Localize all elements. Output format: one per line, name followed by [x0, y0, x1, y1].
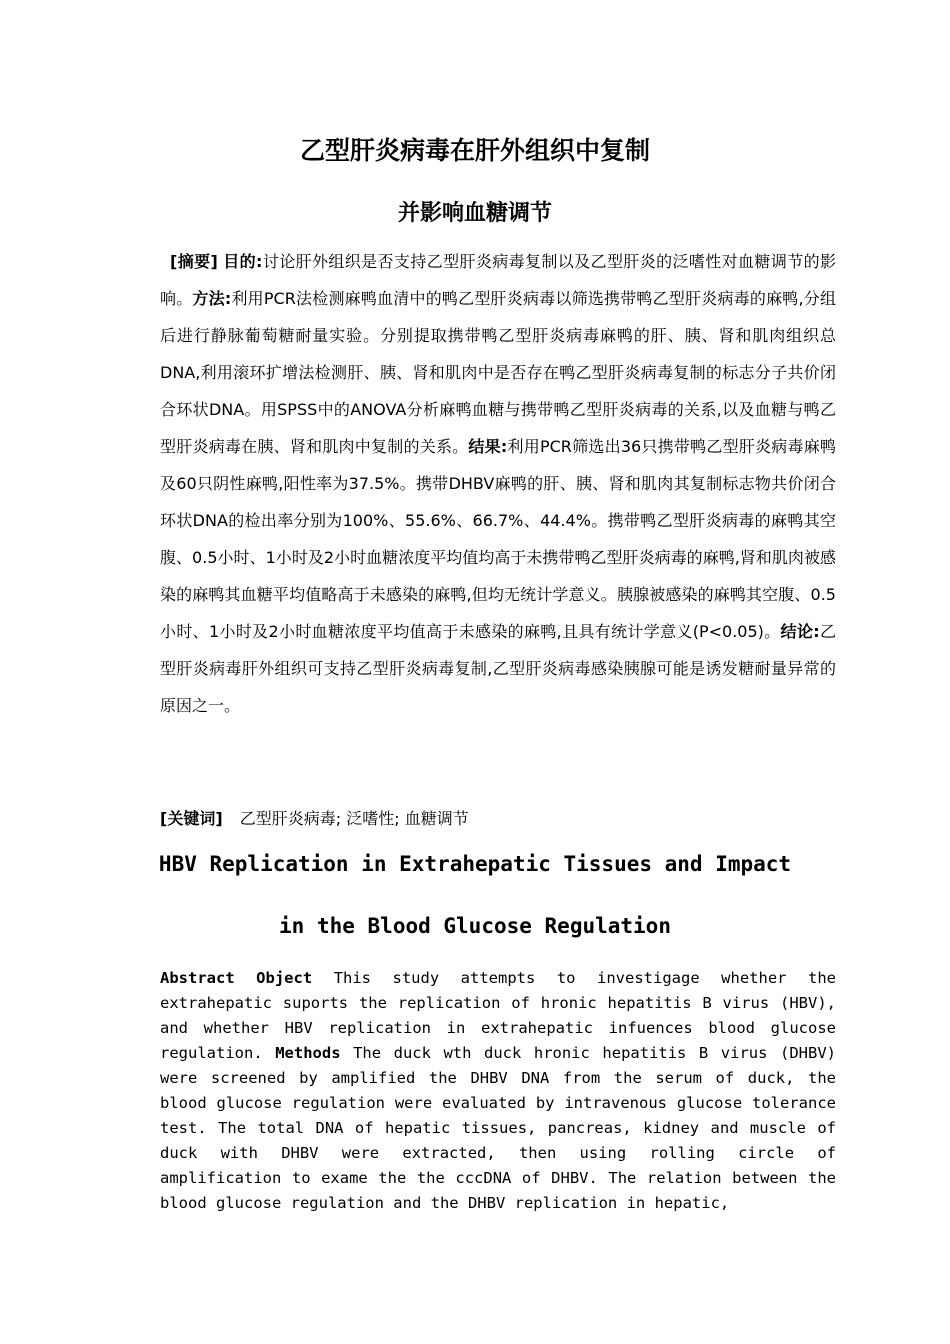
methods-label-en: Methods [275, 1044, 341, 1062]
methods-label-cn: 方法: [192, 289, 232, 308]
english-title-line-1: HBV Replication in Extrahepatic Tissues and Impact [158, 852, 792, 876]
results-text-cn: 利用PCR筛选出36只携带鸭乙型肝炎病毒麻鸭及60只阴性麻鸭,阳性率为37.5%。携带DHBV麻鸭的肝、胰、肾和肌肉其复制标志物共价闭合环状DNA的检出率分别为100%、55.6%、66.7%、44.4%。携带鸭乙型肝炎病毒的麻鸭其空腹、0.5小时、1小时及2小时血糖浓度平均值均高于未携带鸭乙型肝炎病毒的麻鸭,肾和肌肉被感染的麻鸭其血糖平均值略高于未感染的麻鸭,但均无统计学意义。胰腺被感染的麻鸭其空腹、0.5小时、1小时及2小时血糖浓度平均值高于未感染的麻鸭,且具有统计学意义(P<0.05)。 [160, 437, 836, 641]
keywords-cn [160, 802, 836, 836]
objective-label-cn: 目的: [223, 252, 263, 271]
abstract-label-cn: [摘要] [170, 252, 218, 271]
object-text-en: This study attempts to investigage whether the extrahepatic suports the replication of hronic hepatitis B virus (HBV), and whether HBV replication in extrahepatic infuences blood glucose regulation. [160, 969, 836, 1062]
keywords-text-cn: 乙型肝炎病毒; 泛嗜性; 血糖调节 [239, 809, 469, 828]
abstract-label-en: Abstract [160, 969, 235, 987]
keywords-label-cn: [关键词] [160, 809, 223, 828]
methods-text-cn: 利用PCR法检测麻鸭血清中的鸭乙型肝炎病毒以筛选携带鸭乙型肝炎病毒的麻鸭,分组后进行静脉葡萄糖耐量实验。分别提取携带鸭乙型肝炎病毒麻鸭的肝、胰、肾和肌肉组织总DNA,利用滚环扩增法检测肝、胰、肾和肌肉中是否存在鸭乙型肝炎病毒复制的标志分子共价闭合环状DNA。用SPSS中的ANOVA分析麻鸭血糖与携带鸭乙型肝炎病毒的关系,以及血糖与鸭乙型肝炎病毒在胰、肾和肌肉中复制的关系。 [160, 289, 836, 456]
conclusion-text-cn: 乙型肝炎病毒肝外组织可支持乙型肝炎病毒复制,乙型肝炎病毒感染胰腺可能是诱发糖耐量异常的原因之一。 [160, 622, 836, 715]
conclusion-label-cn: 结论: [780, 622, 820, 641]
english-title-line-2: in the Blood Glucose Regulation [279, 914, 671, 938]
objective-text-cn: 讨论肝外组织是否支持乙型肝炎病毒复制以及乙型肝炎的泛嗜性对血糖调节的影响。 [160, 252, 836, 308]
chinese-title-line-1: 乙型肝炎病毒在肝外组织中复制 [299, 136, 650, 165]
object-label-en: Object [256, 969, 313, 987]
chinese-title-line-2: 并影响血糖调节 [397, 201, 552, 226]
chinese-abstract [160, 243, 836, 724]
methods-text-en: The duck wth duck hronic hepatitis B virus (DHBV) were screened by amplified the DHBV DNA from the serum of duck, the blood glucose regulation were evaluated by intravenous glucose tolerance test. The total DNA of hepatic tissues, pancreas, kidney and muscle of duck with DHBV were extracted, then using rolling circle of amplification to exame the the cccDNA of DHBV. The relation between the blood glucose regulation and the DHBV replication in hepatic, [160, 1044, 836, 1212]
english-abstract [160, 966, 836, 1216]
results-label-cn: 结果: [468, 437, 508, 456]
